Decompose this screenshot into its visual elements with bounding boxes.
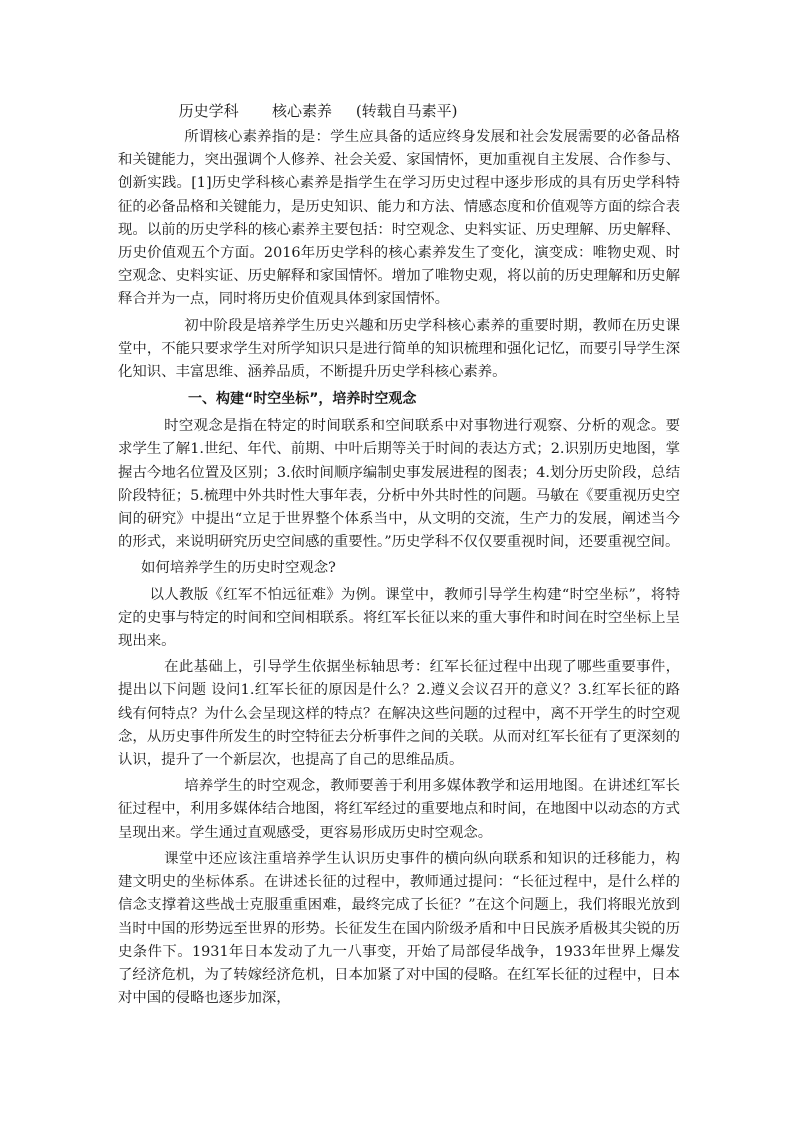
section-heading: 一、构建“时空坐标”，培养时空观念 xyxy=(188,391,417,408)
section-paragraph-4: 培养学生的时空观念，教师要善于利用多媒体教学和运用地图。在讲述红军长征过程中，利用多媒体结合地图，将红军经过的重要地点和时间，在地图中以动态的方式呈现出来。学生通过直观感受，更容易形成历史时空观念。 xyxy=(118,778,680,841)
document-title: 历史学科 核心素养 (转载自马素平) xyxy=(150,102,458,120)
intro-paragraph-1: 所谓核心素养指的是：学生应具备的适应终身发展和社会发展需要的必备品格和关键能力，突出强调个人修养、社会关爱、家国情怀，更加重视自主发展、合作参与、创新实践。[1]历史学科核心素养是指学生在学习历史过程中逐步形成的具有历史学科特征的必备品格和关键能力，是历史知识、能力和方法、情感态度和价值观等方面的综合表现。以前的历史学科的核心素养主要包括：时空观念、史料实证、历史理解、历史解释、历史价值观五个方面。2016年历史学科的核心素养发生了变化，演变成：唯物史观、时空观念、史料实证、历史解释和家国情怀。增加了唯物史观，将以前的历史理解和历史解释合并为一点，同时将历史价值观具体到家国情怀。 xyxy=(118,129,680,308)
section-paragraph-2: 以人教版《红军不怕远征难》为例。课堂中，教师引导学生构建“时空坐标”，将特定的史事与特定的时间和空间相联系。将红军长征以来的重大事件和时间在时空坐标上呈现出来。 xyxy=(118,586,680,650)
intro-paragraph-2: 初中阶段是培养学生历史兴趣和历史学科核心素养的重要时期，教师在历史课堂中，不能只要求学生对所学知识只是进行简单的知识梳理和强化记忆，而要引导学生深化知识、丰富思维、涵养品质，不断提升历史学科核心素养。 xyxy=(118,317,680,381)
section-paragraph-3: 在此基础上，引导学生依据坐标轴思考：红军长征过程中出现了哪些重要事件，提出以下问题 设问1.红军长征的原因是什么？2.遵义会议召开的意义？3.红军长征的路线有何特点？为什么会呈现这样的特点？在解决这些问题的过程中，离不开学生的时空观念，从历史事件所发生的时空特征去分析事件之间的关联。从而对红军长征有了更深刻的认识，提升了一个新层次，也提高了自己的思维品质。 xyxy=(118,659,680,769)
section-paragraph-5: 课堂中还应该注重培养学生认识历史事件的横向纵向联系和知识的迁移能力，构建文明史的坐标体系。在讲述长征的过程中，教师通过提问：“长征过程中，是什么样的信念支撑着这些战士克服重重困难，最终完成了长征？”在这个问题上，我们将眼光放到当时中国的形势远至世界的形势。长征发生在国内阶级矛盾和中日民族矛盾极其尖锐的历史条件下。1931年日本发动了九一八事变，开始了局部侵华战争，1933年世界上爆发了经济危机，为了转嫁经济危机，日本加紧了对中国的侵略。在红军长征的过程中，日本对中国的侵略也逐步加深， xyxy=(118,850,680,1007)
document-page xyxy=(118,100,680,1013)
section-paragraph-1: 时空观念是指在特定的时间联系和空间联系中对事物进行观察、分析的观念。要求学生了解1.世纪、年代、前期、中叶后期等关于时间的表达方式；2.识别历史地图，掌握古今地名位置及区别；3.依时间顺序编制史事发展进程的图表；4.划分历史阶段，总结阶段特征；5.梳理中外共时性大事年表，分析中外共时性的问题。马敏在《要重视历史空间的研究》中提出“立足于世界整个体系当中，从文明的交流，生产力的发展，阐述当今的形式，来说明研究历史空间感的重要性。”历史学科不仅仅要重视时间，还要重视空间。 xyxy=(118,418,680,551)
section-question: 如何培养学生的历史时空观念? xyxy=(141,560,336,577)
